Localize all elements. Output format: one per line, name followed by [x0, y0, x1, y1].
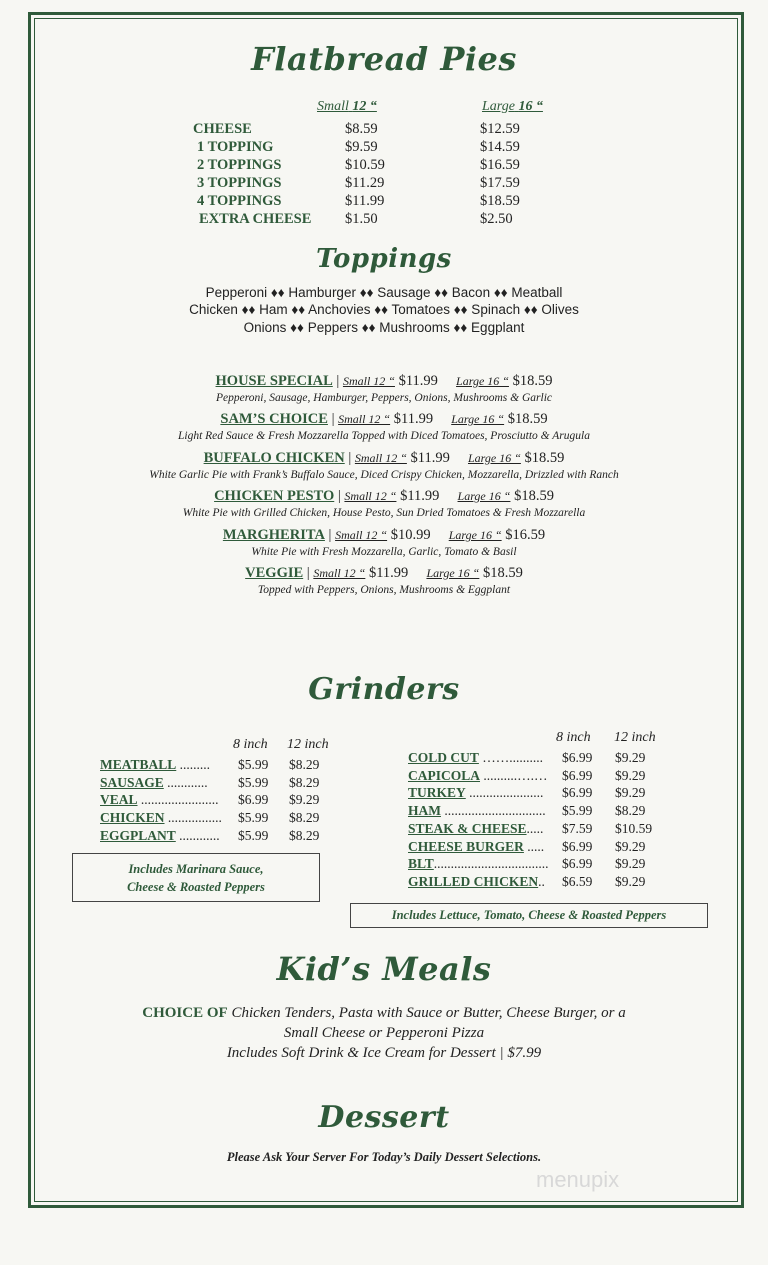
grinder-12inch-price: $8.29: [615, 803, 646, 819]
flatbread-large-price: $12.59: [480, 121, 520, 137]
grinder-row: [408, 874, 665, 892]
specialty-large-price: $16.59: [505, 527, 546, 543]
grinder-8inch-header: 8 inch: [556, 730, 591, 745]
flatbread-large-price: $17.59: [480, 175, 520, 191]
grinder-12inch-price: $9.29: [615, 873, 646, 889]
grinder-row: [100, 775, 339, 793]
grinder-8inch-price: $6.99: [238, 792, 269, 808]
grinder-row: [408, 785, 665, 803]
grinder-dots: ..: [538, 873, 545, 889]
specialty-title: VEGGIE | Small 12 “ $11.99 Large 16 “ $18.59: [245, 565, 523, 581]
grinder-12inch-price: $9.29: [615, 767, 646, 783]
grinder-12inch-price: $9.29: [615, 838, 646, 854]
specialty-large-price: $18.59: [507, 411, 548, 427]
grinder-8inch-price: $6.99: [562, 856, 593, 872]
dessert-title: Dessert: [318, 1100, 450, 1135]
specialty-small-label: Small 12 “: [338, 412, 391, 426]
flatbread-item-name: EXTRA CHEESE: [199, 211, 312, 227]
grinder-12inch-price: $9.29: [289, 792, 320, 808]
toppings-line: Onions ♦♦ Peppers ♦♦ Mushrooms ♦♦ Eggplant: [243, 320, 525, 335]
grinder-12inch-price: $8.29: [289, 827, 320, 843]
specialty-title: CHICKEN PESTO | Small 12 “ $11.99 Large 16 “ $18.59: [214, 488, 554, 504]
grinder-row: [408, 768, 665, 786]
specialty-description: White Garlic Pie with Frank’s Buffalo Sauce, Diced Crispy Chicken, Mozzarella, Drizzled with Ranch: [149, 469, 619, 481]
grinder-name: EGGPLANT: [100, 827, 176, 843]
grinder-12inch-price: $8.29: [289, 757, 320, 772]
flatbread-item-name: 2 TOPPINGS: [197, 157, 282, 173]
specialty-large-label: Large 16 “: [457, 489, 511, 503]
grinder-dots: ............: [175, 827, 220, 843]
grinder-12inch-price: $10.59: [615, 820, 653, 836]
grinder-name: CHEESE BURGER: [408, 838, 524, 854]
specialty-description: Pepperoni, Sausage, Hamburger, Peppers, Onions, Mushrooms & Garlic: [215, 392, 553, 404]
specialty-small-price: $11.99: [368, 565, 409, 581]
grinder-8inch-price: $6.99: [562, 838, 593, 854]
grinder-name: TURKEY: [408, 785, 466, 801]
flatbread-small-price: $10.59: [345, 157, 385, 173]
flatbread-item-name: CHEESE: [193, 121, 252, 137]
grinder-8inch-price: $5.99: [238, 757, 269, 772]
grinder-row: [408, 856, 665, 874]
large-size-header: Large 16 “: [482, 99, 543, 114]
grinder-dots: ……..........: [478, 750, 544, 765]
specialty-small-label: Small 12 “: [313, 566, 366, 580]
specialty-large-price: $18.59: [514, 488, 554, 504]
specialty-small-price: $11.99: [393, 411, 434, 427]
specialty-title: SAM’S CHOICE | Small 12 “ $11.99 Large 16 “ $18.59: [220, 411, 548, 427]
specialty-description: Topped with Peppers, Onions, Mushrooms & Eggplant: [257, 584, 511, 596]
kids-meals-line: CHOICE OF Chicken Tenders, Pasta with Sauce or Butter, Cheese Burger, or a: [142, 1005, 626, 1021]
flatbread-small-price: $9.59: [345, 139, 378, 155]
flatbread-item-name: 3 TOPPINGS: [197, 175, 282, 191]
specialty-large-label: Large 16 “: [426, 566, 480, 580]
grinder-name: BLT: [408, 856, 434, 872]
grinder-8inch-header: 8 inch: [233, 737, 268, 752]
specialty-small-price: $11.99: [398, 373, 438, 389]
watermark: menupix: [536, 1167, 620, 1192]
grinder-12inch-header: 12 inch: [287, 737, 329, 752]
grinder-dots: .....: [523, 838, 545, 854]
grinder-12inch-price: $9.29: [615, 750, 646, 765]
specialty-name: CHICKEN PESTO: [214, 488, 335, 504]
flatbread-small-price: $11.99: [345, 193, 385, 209]
grinder-dots: ......................: [465, 785, 544, 801]
kids-meals-price-line: Includes Soft Drink & Ice Cream for Dessert | $7.99: [226, 1045, 542, 1061]
grinder-dots: ............: [163, 774, 208, 790]
grinder-name: STEAK & CHEESE: [408, 820, 527, 836]
grinder-name: CHICKEN: [100, 810, 165, 826]
grinder-dots: .......................: [137, 792, 219, 808]
specialty-name: MARGHERITA: [222, 527, 325, 543]
flatbread-item-name: 4 TOPPINGS: [197, 193, 282, 209]
specialty-small-label: Small 12 “: [342, 374, 395, 388]
specialty-large-label: Large 16 “: [467, 451, 521, 465]
grinder-dots: ..................................: [433, 856, 549, 872]
right-grinder-note: Includes Lettuce, Tomato, Cheese & Roasted Peppers: [350, 903, 708, 928]
grinder-8inch-price: $5.99: [238, 774, 269, 790]
specialty-small-label: Small 12 “: [335, 528, 388, 542]
small-size-header: Small 12 “: [317, 99, 377, 114]
grinder-8inch-price: $6.99: [562, 750, 593, 765]
specialty-small-price: $11.99: [400, 488, 440, 504]
grinder-row: [408, 839, 665, 857]
grinder-name: COLD CUT: [408, 750, 479, 765]
specialty-small-price: $10.99: [390, 527, 431, 543]
grinder-dots: ................: [164, 810, 222, 826]
left-grinder-note: Includes Marinara Sauce, Cheese & Roasted Peppers: [72, 853, 320, 902]
specialty-name: BUFFALO CHICKEN: [203, 450, 345, 466]
grinder-8inch-price: $5.99: [562, 803, 593, 819]
grinder-name: VEAL: [100, 792, 138, 808]
grinder-name: GRILLED CHICKEN: [408, 873, 539, 889]
toppings-title: Toppings: [316, 244, 452, 274]
specialty-description: White Pie with Grilled Chicken, House Pesto, Sun Dried Tomatoes & Fresh Mozzarella: [182, 507, 586, 519]
grinder-row: [100, 757, 339, 775]
specialty-large-label: Large 16 “: [456, 374, 509, 388]
grinder-dots: .....: [526, 820, 544, 836]
specialty-large-label: Large 16 “: [451, 412, 505, 426]
grinder-name: HAM: [408, 803, 441, 819]
grinder-dots: .........: [176, 757, 211, 772]
specialty-small-label: Small 12 “: [344, 489, 397, 503]
dessert-note: Please Ask Your Server For Today’s Daily Dessert Selections.: [226, 1150, 542, 1164]
flatbread-item-name: 1 TOPPING: [197, 139, 274, 155]
grinder-12inch-price: $8.29: [289, 774, 320, 790]
grinder-dots: ..............................: [441, 803, 546, 819]
specialty-large-price: $18.59: [524, 450, 565, 466]
grinder-8inch-price: $6.59: [562, 873, 593, 889]
flatbread-large-price: $18.59: [480, 193, 520, 209]
specialty-large-price: $18.59: [482, 565, 523, 581]
grinder-name: SAUSAGE: [100, 774, 164, 790]
grinder-8inch-price: $5.99: [238, 827, 269, 843]
specialty-title: HOUSE SPECIAL | Small 12 “ $11.99 Large 16 “ $18.59: [215, 373, 553, 389]
specialty-title: MARGHERITA | Small 12 “ $10.99 Large 16 “ $16.59: [222, 527, 546, 543]
flatbread-title: Flatbread Pies: [251, 40, 517, 78]
grinder-8inch-price: $7.59: [562, 820, 593, 836]
grinder-12inch-price: $8.29: [289, 810, 320, 826]
grinder-name: CAPICOLA: [408, 767, 481, 783]
grinder-row: [100, 792, 339, 810]
grinder-row: [408, 821, 665, 839]
kids-meals-title: Kid’s Meals: [276, 950, 492, 988]
specialty-description: Light Red Sauce & Fresh Mozzarella Topped with Diced Tomatoes, Prosciutto & Arugula: [178, 430, 590, 442]
specialty-title: BUFFALO CHICKEN | Small 12 “ $11.99 Large 16 “ $18.59: [203, 450, 565, 466]
specialty-name: SAM’S CHOICE: [220, 411, 328, 427]
toppings-line: Chicken ♦♦ Ham ♦♦ Anchovies ♦♦ Tomatoes ♦♦ Spinach ♦♦ Olives: [189, 302, 579, 317]
grinder-8inch-price: $5.99: [238, 810, 269, 826]
flatbread-large-price: $2.50: [480, 211, 513, 227]
grinder-dots: ..........….…: [480, 767, 548, 783]
grinders-title: Grinders: [308, 672, 460, 707]
specialty-name: VEGGIE: [245, 565, 304, 581]
specialty-small-price: $11.99: [410, 450, 450, 466]
grinder-row: [408, 803, 665, 821]
grinder-row: [408, 750, 665, 768]
grinder-12inch-price: $9.29: [615, 856, 646, 872]
specialty-small-label: Small 12 “: [354, 451, 407, 465]
kids-meals-line: Small Cheese or Pepperoni Pizza: [283, 1025, 485, 1041]
flatbread-small-price: $11.29: [345, 175, 385, 191]
flatbread-large-price: $16.59: [480, 157, 520, 173]
specialty-description: White Pie with Fresh Mozzarella, Garlic, Tomato & Basil: [251, 546, 517, 558]
flatbread-small-price: $1.50: [345, 211, 378, 227]
specialty-large-label: Large 16 “: [448, 528, 502, 542]
grinder-row: [100, 828, 339, 846]
grinder-12inch-header: 12 inch: [614, 730, 656, 745]
grinder-8inch-price: $6.99: [562, 767, 593, 783]
flatbread-large-price: $14.59: [480, 139, 520, 155]
specialty-name: HOUSE SPECIAL: [215, 373, 333, 389]
toppings-line: Pepperoni ♦♦ Hamburger ♦♦ Sausage ♦♦ Bacon ♦♦ Meatball: [205, 285, 563, 300]
specialty-large-price: $18.59: [512, 373, 553, 389]
flatbread-small-price: $8.59: [345, 121, 378, 137]
grinder-name: MEATBALL: [100, 757, 177, 772]
grinder-12inch-price: $9.29: [615, 785, 646, 801]
grinder-8inch-price: $6.99: [562, 785, 593, 801]
grinder-row: [100, 810, 339, 828]
